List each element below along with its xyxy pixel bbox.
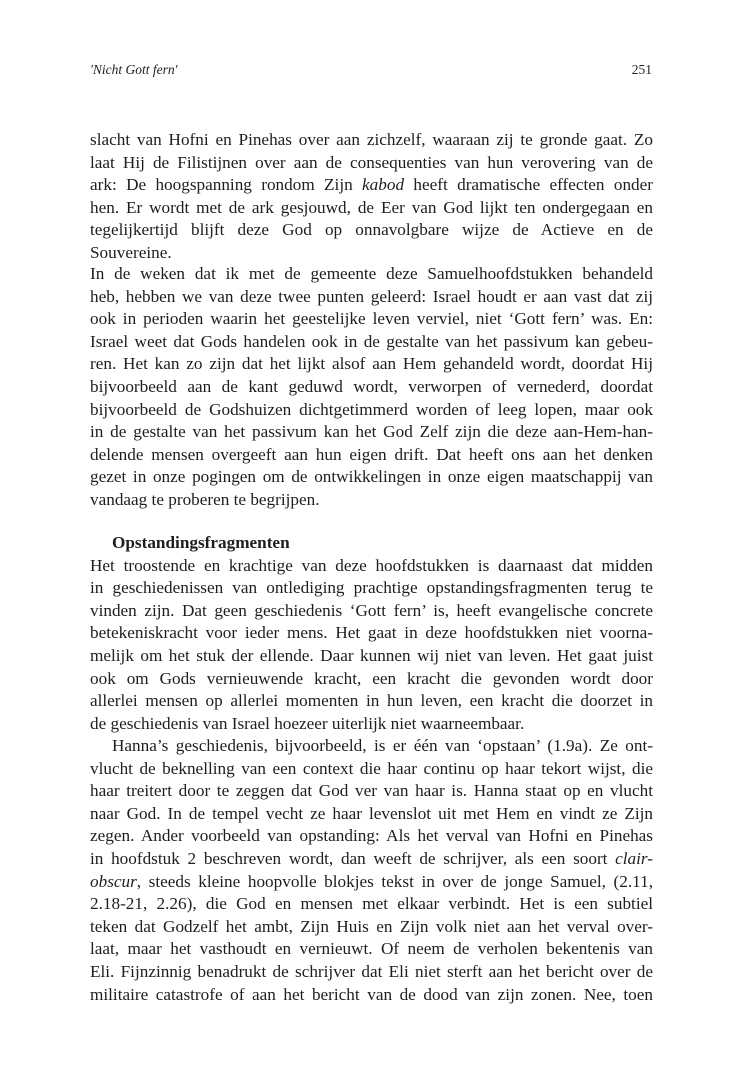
text-line: allerlei mensen op allerlei momenten in hun leven, een kracht die doorzet in	[90, 691, 653, 711]
text-line	[90, 174, 653, 197]
text-segment: ark: De hoogspanning rondom Zijn	[90, 175, 363, 195]
text-segment: in hoofdstuk 2 beschreven wordt, dan weeft de schrijver, als een soort	[90, 848, 616, 868]
section-heading: Opstandingsfragmenten	[112, 533, 290, 552]
text-segment: , steeds kleine hoopvolle blokjes tekst in over de jonge Samuel, (2.11,	[136, 871, 653, 891]
text-line: betekeniskracht voor ieder mens. Het gaat in deze hoofdstukken niet voorna-	[90, 623, 653, 643]
text-line: de geschiedenis van Israel hoezeer uiterlijk niet waarneembaar.	[90, 713, 525, 733]
text-line: militaire catastrofe of aan het bericht van de dood van zijn zonen. Nee, toen	[90, 984, 653, 1004]
text-line: bijvoorbeeld de Godshuizen dichtgetimmerd worden of leeg lopen, maar ook	[90, 399, 653, 419]
text-line: zegen. Ander voorbeeld van opstanding: Als het verval van Hofni en Pinehas	[90, 826, 653, 846]
text-line: delende mensen overgeeft aan hun eigen drift. Dat heeft ons aan het denken	[90, 444, 653, 464]
text-line: hen. Er wordt met de ark gesjouwd, de Eer van God lijkt ten ondergegaan en	[90, 197, 653, 217]
text-line: naar God. In de tempel vecht ze haar levenslot uit met Hem en vindt ze Zijn	[90, 803, 653, 823]
text-line: Hanna’s geschiedenis, bijvoorbeeld, is er één van ‘opstaan’ (1.9a). Ze ont-	[112, 736, 653, 755]
text-line: haar treitert door te zeggen dat God ver van haar is. Hanna staat op en vlucht	[90, 781, 653, 801]
section-opstandingsfragmenten	[90, 532, 653, 735]
emphasis: obscur	[90, 871, 137, 891]
text-line: in geschiedenissen van ontlediging prachtige opstandingsfragmenten terug te	[90, 578, 653, 598]
text-line: bijvoorbeeld aan de kant geduwd wordt, verworpen of vernederd, doordat	[90, 376, 653, 396]
text-line: heb, hebben we van deze twee punten geleerd: Israel houdt er aan vast dat zij	[90, 286, 653, 306]
text-line: melijk om het stuk der ellende. Daar kunnen wij niet van leven. Het gaat juist	[90, 645, 653, 665]
text-line: Israel weet dat Gods handelen ook in de gestalte van het passivum kan gebeu-	[90, 331, 653, 351]
text-line: tegelijkertijd blijft deze God op onnavolgbare wijze de Actieve en de	[90, 220, 653, 240]
text-line	[90, 848, 653, 871]
text-line: Het troostende en krachtige van deze hoofdstukken is daarnaast dat midden	[90, 555, 653, 575]
page-number: 251	[631, 62, 652, 77]
text-line: slacht van Hofni en Pinehas over aan zichzelf, waaraan zij te gronde gaat. Zo	[90, 130, 653, 149]
text-line: laat, maar het vasthoudt en vernieuwt. Of neem de verholen bekentenis van	[90, 939, 653, 959]
text-line: vinden zijn. Dat geen geschiedenis ‘Gott fern’ is, heeft evangelische concrete	[90, 600, 653, 620]
text-line	[90, 871, 653, 894]
text-line: ook in perioden waarin het geestelijke leven verviel, niet ‘Gott fern’ was. En:	[90, 309, 653, 329]
text-segment: heeft dramatische effecten onder	[404, 175, 653, 195]
paragraph	[90, 735, 653, 1006]
text-line: Souvereine.	[90, 242, 172, 262]
text-line: vlucht de beknelling van een context die haar continu op haar tekort wijst, die	[90, 758, 653, 778]
emphasis: kabod	[362, 175, 405, 195]
emphasis: clair-	[615, 848, 653, 868]
text-line: ook om Gods vernieuwende kracht, een kracht die gevonden wordt door	[90, 668, 653, 688]
text-line: gezet in onze pogingen om de ontwikkelingen in onze eigen maatschappij van	[90, 467, 653, 487]
running-title: 'Nicht Gott fern'	[90, 62, 178, 77]
text-line: teken dat Godzelf het ambt, Zijn Huis en Zijn volk niet aan het verval over-	[90, 916, 653, 936]
text-line: Eli. Fijnzinnig benadrukt de schrijver dat Eli niet sterft aan het bericht over de	[90, 961, 653, 981]
text-line: vandaag te proberen te begrijpen.	[90, 489, 320, 509]
paragraph	[90, 129, 653, 265]
text-line: 2.18-21, 2.26), die God en mensen met elkaar verbindt. Het is een subtiel	[90, 894, 653, 914]
text-line: ren. Het kan zo zijn dat het lijkt alsof aan Hem gehandeld wordt, doordat Hij	[90, 354, 653, 374]
text-line: laat Hij de Filistijnen over aan de consequenties van hun verovering van de	[90, 152, 653, 172]
text-line: in de gestalte van het passivum kan het God Zelf zijn die deze aan-Hem-han-	[90, 422, 653, 442]
paragraph	[90, 263, 653, 512]
text-line: In de weken dat ik met de gemeente deze Samuelhoofdstukken behandeld	[90, 264, 653, 283]
